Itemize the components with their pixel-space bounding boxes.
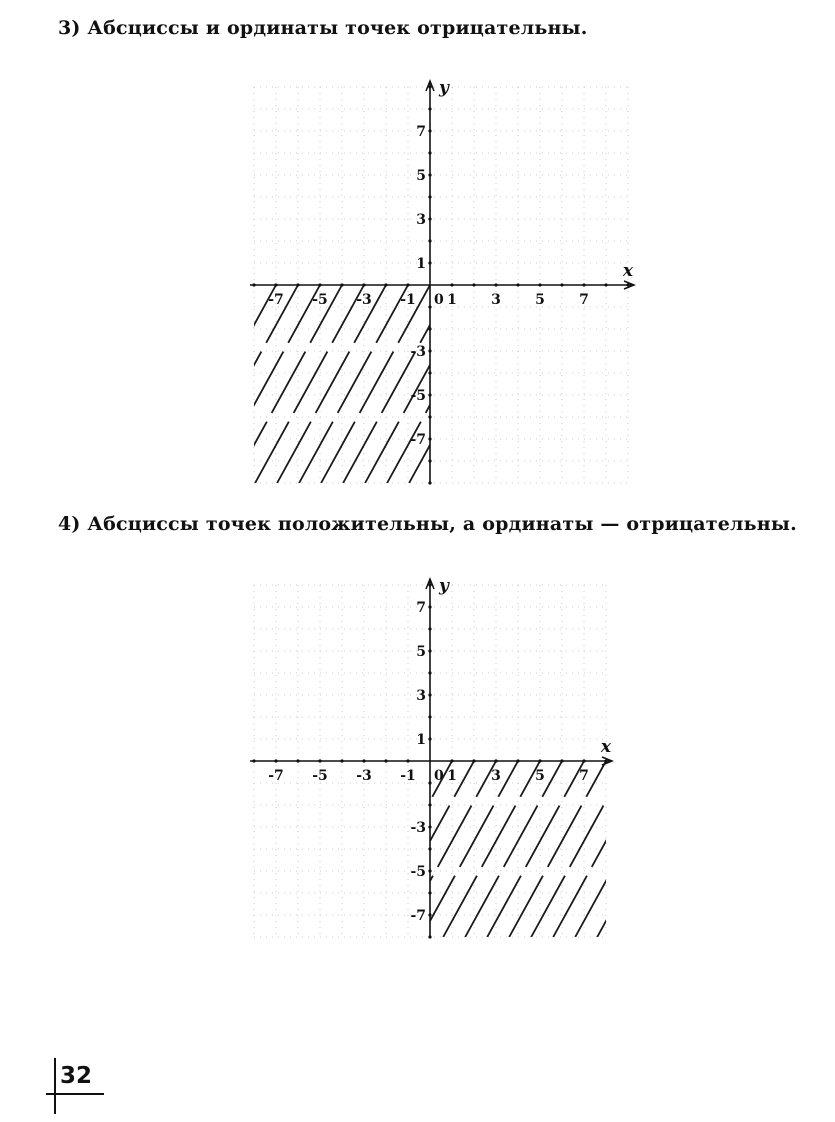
- y-tick-mark: [428, 437, 431, 440]
- y-tick-label: 1: [416, 256, 426, 272]
- hatch-line: [299, 285, 408, 483]
- hatch-line: [145, 285, 254, 483]
- coordinate-plane-3: [220, 80, 650, 495]
- hatch-line: [343, 285, 452, 483]
- x-tick-mark: [582, 283, 585, 286]
- x-tick-mark: [604, 283, 607, 286]
- y-tick-mark: [428, 85, 431, 88]
- page-number-rule-horizontal: [46, 1093, 104, 1095]
- y-tick-mark: [428, 627, 431, 630]
- y-tick-mark: [428, 583, 431, 586]
- y-tick-label: -7: [410, 908, 426, 924]
- y-tick-mark: [428, 869, 431, 872]
- y-tick-label: 1: [416, 732, 426, 748]
- y-tick-mark: [428, 825, 431, 828]
- hatch-line: [255, 285, 364, 483]
- x-axis-label: x: [600, 737, 612, 757]
- x-tick-mark: [516, 283, 519, 286]
- x-tick-mark: [296, 759, 299, 762]
- hatch-line: [277, 285, 386, 483]
- y-tick-label: -7: [410, 432, 426, 448]
- y-tick-mark: [428, 129, 431, 132]
- x-tick-label: 3: [491, 768, 501, 784]
- y-tick-mark: [428, 305, 431, 308]
- hatch-line: [365, 285, 474, 483]
- coordinate-plane-4: [230, 576, 630, 940]
- y-tick-mark: [428, 393, 431, 396]
- x-tick-mark: [472, 283, 475, 286]
- y-tick-mark: [428, 327, 431, 330]
- y-tick-mark: [428, 371, 431, 374]
- item-4-heading: 4) Абсциссы точек положительны, а ординаты — отрицательны.: [58, 513, 797, 535]
- y-tick-mark: [428, 349, 431, 352]
- hatch-line: [597, 761, 694, 937]
- y-tick-mark: [428, 195, 431, 198]
- y-tick-label: 5: [416, 168, 426, 184]
- x-tick-mark: [340, 759, 343, 762]
- origin-label: 0: [434, 292, 444, 308]
- x-tick-label: -3: [356, 768, 372, 784]
- x-tick-mark: [516, 759, 519, 762]
- hatch-line: [355, 761, 452, 937]
- x-tick-mark: [340, 283, 343, 286]
- hatch-line: [189, 285, 298, 483]
- x-tick-mark: [494, 759, 497, 762]
- y-tick-mark: [428, 891, 431, 894]
- y-tick-mark: [428, 261, 431, 264]
- x-tick-mark: [384, 283, 387, 286]
- hatch-line: [443, 761, 540, 937]
- x-tick-mark: [384, 759, 387, 762]
- page-number-rule-vertical: [54, 1058, 56, 1114]
- hatch-line: [531, 761, 628, 937]
- x-tick-mark: [582, 759, 585, 762]
- y-tick-mark: [428, 481, 431, 484]
- x-tick-mark: [406, 283, 409, 286]
- x-tick-label: -7: [268, 768, 284, 784]
- x-tick-mark: [274, 759, 277, 762]
- y-tick-label: 5: [416, 644, 426, 660]
- x-tick-mark: [252, 759, 255, 762]
- hatch-line: [409, 285, 518, 483]
- x-tick-mark: [296, 283, 299, 286]
- x-tick-label: -5: [312, 292, 328, 308]
- y-tick-mark: [428, 913, 431, 916]
- x-tick-mark: [252, 283, 255, 286]
- y-tick-mark: [428, 605, 431, 608]
- hatch-line: [619, 761, 716, 937]
- hatch-line: [387, 285, 496, 483]
- y-tick-mark: [428, 415, 431, 418]
- y-tick-mark: [428, 737, 431, 740]
- y-tick-mark: [428, 693, 431, 696]
- y-tick-mark: [428, 239, 431, 242]
- hatch-line: [321, 285, 430, 483]
- y-tick-mark: [428, 781, 431, 784]
- hatch-line: [553, 761, 650, 937]
- y-tick-mark: [428, 935, 431, 938]
- x-tick-mark: [604, 759, 607, 762]
- y-tick-mark: [428, 107, 431, 110]
- x-tick-mark: [450, 283, 453, 286]
- x-tick-label: 1: [447, 292, 457, 308]
- hatch-line: [465, 761, 562, 937]
- x-tick-label: 5: [535, 292, 545, 308]
- shaded-region-III: [145, 285, 540, 483]
- y-axis-label: y: [439, 576, 449, 596]
- y-tick-mark: [428, 649, 431, 652]
- hatch-line: [431, 285, 540, 483]
- x-tick-mark: [472, 759, 475, 762]
- x-tick-label: 7: [579, 292, 589, 308]
- x-tick-mark: [274, 283, 277, 286]
- x-tick-mark: [626, 283, 629, 286]
- x-tick-label: 5: [535, 768, 545, 784]
- y-tick-label: -5: [410, 388, 426, 404]
- x-axis-label: x: [622, 261, 634, 281]
- x-tick-label: 1: [447, 768, 457, 784]
- x-tick-mark: [560, 283, 563, 286]
- x-tick-mark: [362, 283, 365, 286]
- y-tick-label: -3: [410, 344, 426, 360]
- x-tick-mark: [538, 759, 541, 762]
- x-tick-label: 3: [491, 292, 501, 308]
- x-tick-mark: [318, 283, 321, 286]
- origin-label: 0: [434, 768, 444, 784]
- x-tick-mark: [362, 759, 365, 762]
- y-tick-label: 3: [416, 212, 426, 228]
- x-tick-mark: [538, 283, 541, 286]
- x-tick-label: -1: [400, 292, 416, 308]
- x-tick-mark: [450, 759, 453, 762]
- y-tick-label: -3: [410, 820, 426, 836]
- y-tick-label: 7: [416, 124, 426, 140]
- y-tick-mark: [428, 151, 431, 154]
- y-tick-mark: [428, 217, 431, 220]
- hatch-line: [167, 285, 276, 483]
- x-tick-label: -5: [312, 768, 328, 784]
- y-tick-mark: [428, 173, 431, 176]
- y-tick-label: 7: [416, 600, 426, 616]
- item-3-heading: 3) Абсциссы и ординаты точек отрицательны.: [58, 17, 588, 39]
- x-tick-label: 7: [579, 768, 589, 784]
- y-tick-mark: [428, 671, 431, 674]
- x-tick-label: -1: [400, 768, 416, 784]
- x-tick-mark: [494, 283, 497, 286]
- hatch-line: [509, 761, 606, 937]
- y-tick-label: -5: [410, 864, 426, 880]
- x-tick-label: -7: [268, 292, 284, 308]
- y-axis-label: y: [439, 78, 449, 98]
- hatch-line: [233, 285, 342, 483]
- y-tick-label: 3: [416, 688, 426, 704]
- x-tick-mark: [560, 759, 563, 762]
- y-tick-mark: [428, 459, 431, 462]
- hatch-line: [487, 761, 584, 937]
- hatch-line: [575, 761, 672, 937]
- y-tick-mark: [428, 847, 431, 850]
- hatch-line: [211, 285, 320, 483]
- y-tick-mark: [428, 803, 431, 806]
- page-number: 32: [60, 1063, 93, 1089]
- y-tick-mark: [428, 715, 431, 718]
- x-tick-mark: [406, 759, 409, 762]
- x-tick-mark: [318, 759, 321, 762]
- x-tick-label: -3: [356, 292, 372, 308]
- hatch-line: [421, 761, 518, 937]
